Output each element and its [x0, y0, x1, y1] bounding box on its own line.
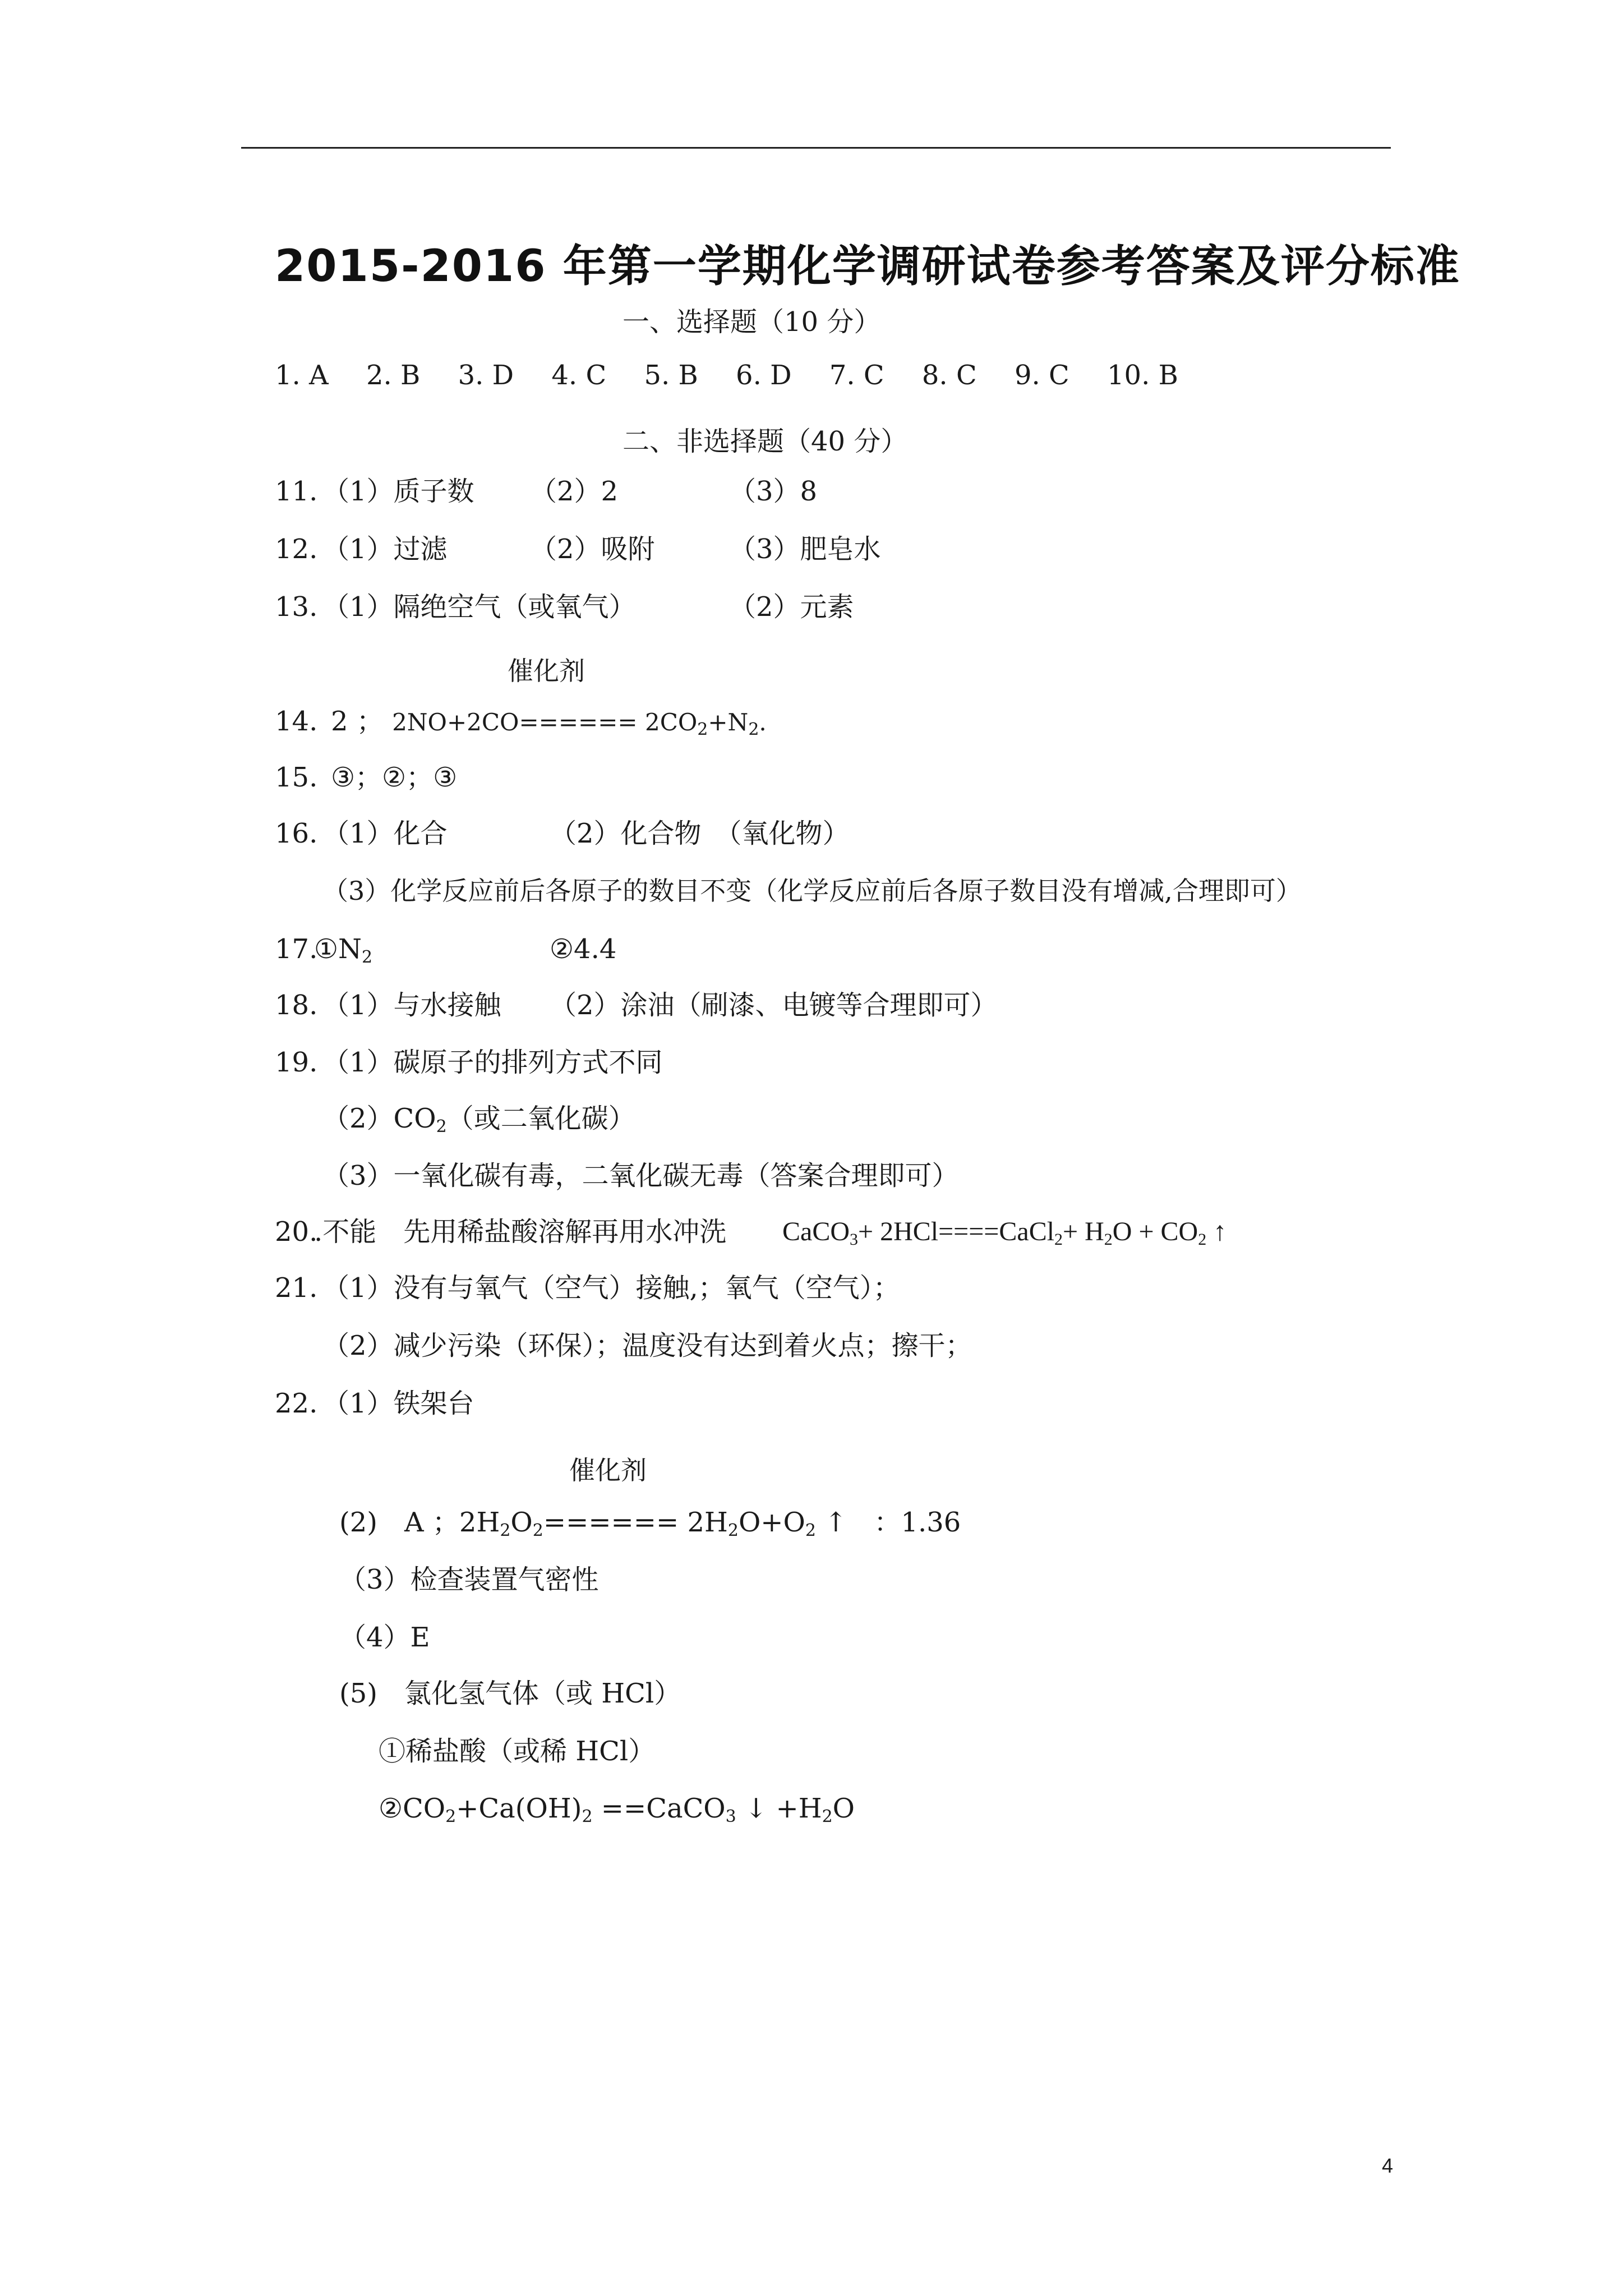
q14-number: 14. — [275, 706, 318, 737]
q22-part: O+O — [738, 1507, 805, 1538]
q15-answer: ③；②；③ — [331, 762, 458, 793]
q18-answer1: （1）与水接触 — [322, 990, 501, 1021]
mc-answers — [275, 362, 1207, 389]
q16-answer2: （2）化合物 （氧化物） — [550, 818, 850, 849]
q13-answer2: （2）元素 — [729, 591, 854, 623]
q20-answer: .不能 先用稀盐酸溶解再用水冲洗 — [314, 1216, 727, 1248]
q21-number: 21. — [275, 1272, 318, 1304]
q22-part: +Ca(OH) — [456, 1793, 582, 1824]
q15-number: 15. — [275, 762, 318, 793]
q12-answer3: （3）肥皂水 — [729, 533, 881, 565]
q14-eq-left: 2NO+2CO====== — [392, 708, 638, 736]
q22-part: (2) A ；2H — [339, 1507, 500, 1538]
q22-part: O — [832, 1793, 855, 1824]
q19-a2-pre: （2）CO — [322, 1103, 436, 1134]
q20-sub: 2 — [1198, 1230, 1207, 1249]
q22-answer5-1: ①稀盐酸（或稀 HCl） — [379, 1736, 656, 1767]
q22-answer5-2 — [379, 1795, 855, 1825]
q11-answer1: （1）质子数 — [322, 476, 474, 507]
q22-sub: 2 — [532, 1521, 543, 1540]
q11-number: 11. — [275, 476, 318, 507]
q20-eq-part: O + CO — [1112, 1217, 1198, 1246]
q22-answer1: （1）铁架台 — [322, 1388, 474, 1419]
q22-sub: 2 — [500, 1521, 511, 1540]
q17-answer2: ②4.4 — [550, 933, 617, 965]
q11-answer3: （3）8 — [729, 476, 818, 507]
mc-answer: 1. A — [275, 360, 329, 391]
q17-sub: 2 — [362, 947, 373, 967]
q22-number: 22. — [275, 1388, 318, 1419]
q22-sub: 3 — [725, 1807, 736, 1826]
top-rule — [241, 147, 1391, 149]
q20-eq-part: + 2HCl====CaCl — [858, 1217, 1055, 1246]
q16-answer3: （3）化学反应前后各原子的数目不变（化学反应前后各原子数目没有增减,合理即可） — [322, 876, 1302, 906]
q21-answer1: （1）没有与氧气（空气）接触,；氧气（空气）； — [322, 1272, 900, 1304]
catalyst-label-2: 催化剂 — [569, 1455, 647, 1485]
q22-sub: 2 — [805, 1521, 816, 1540]
q11-row — [275, 478, 317, 505]
q21-answer2: （2）减少污染（环保）；温度没有达到着火点；擦干； — [322, 1330, 972, 1361]
page-number: 4 — [1381, 2154, 1393, 2177]
q22-sub: 2 — [822, 1807, 833, 1826]
q19-sub: 2 — [436, 1117, 447, 1137]
q19-answer2 — [322, 1105, 635, 1135]
q20-sub: 2 — [1104, 1230, 1113, 1249]
mc-answer: 4. C — [551, 360, 607, 391]
q12-number: 12. — [275, 533, 318, 565]
q20-eq-part: CaCO — [782, 1217, 850, 1246]
q19-number: 19. — [275, 1047, 318, 1078]
page-title: 2015-2016 年第一学期化学调研试卷参考答案及评分标准 — [275, 241, 1460, 292]
q22-part: O — [510, 1507, 533, 1538]
q14-eq-right: 2CO — [637, 708, 698, 736]
q18-number: 18. — [275, 990, 318, 1021]
mc-answer: 5. B — [644, 360, 698, 391]
q13-answer1: （1）隔绝空气（或氧气） — [322, 591, 636, 623]
mc-answer: 10. B — [1106, 360, 1178, 391]
mc-answer: 2. B — [366, 360, 421, 391]
mc-answer: 9. C — [1014, 360, 1069, 391]
q14-tail: . — [759, 708, 767, 736]
q20-sub: 3 — [850, 1230, 858, 1249]
mc-answer: 8. C — [921, 360, 977, 391]
section1-heading: 一、选择题（10 分） — [623, 306, 881, 338]
q22-answer2 — [339, 1509, 961, 1539]
q19-answer3: （3）一氧化碳有毒，二氧化碳无毒（答案合理即可） — [322, 1160, 959, 1191]
mc-answer: 6. D — [736, 360, 792, 391]
q22-part: ②CO — [379, 1793, 446, 1824]
q16-number: 16. — [275, 818, 318, 849]
q22-sub: 2 — [445, 1807, 457, 1826]
q19-a2-post: （或二氧化碳） — [446, 1103, 635, 1134]
q22-answer4: （4）E — [339, 1622, 430, 1653]
q14-answer1: 2 ； — [331, 706, 384, 737]
q17-number: 17. — [275, 933, 318, 965]
q22-part: ↑ ：1.36 — [815, 1507, 961, 1538]
q12-answer2: （2）吸附 — [530, 533, 655, 565]
q19-answer1: （1）碳原子的排列方式不同 — [322, 1047, 663, 1078]
q14-equation — [392, 708, 767, 739]
q11-answer2: （2）2 — [530, 476, 619, 507]
q14-row — [331, 708, 767, 738]
q20-eq-part: + H — [1063, 1217, 1104, 1246]
mc-answer: 7. C — [829, 360, 884, 391]
q20-eq-part: ↑ — [1206, 1217, 1227, 1246]
q22-answer3: （3）检查装置气密性 — [339, 1564, 599, 1595]
q20-number: 20. — [275, 1216, 318, 1248]
q13-number: 13. — [275, 591, 318, 623]
q22-part: ====== 2H — [543, 1507, 728, 1538]
q22-part: ==CaCO — [592, 1793, 726, 1824]
q17-answer1 — [314, 933, 373, 967]
q14-eq-end: +N — [708, 708, 749, 736]
q16-answer1: （1）化合 — [322, 818, 448, 849]
q20-sub: 2 — [1054, 1230, 1063, 1249]
q22-sub: 2 — [582, 1807, 593, 1826]
mc-answer: 3. D — [458, 360, 514, 391]
q14-sub: 2 — [697, 720, 708, 739]
q17-formula: ①N — [314, 933, 362, 965]
q12-answer1: （1）过滤 — [322, 533, 448, 565]
section2-heading: 二、非选择题（40 分） — [623, 426, 908, 457]
q18-answer2: （2）涂油（刷漆、电镀等合理即可） — [550, 990, 998, 1021]
q22-sub: 2 — [727, 1521, 739, 1540]
catalyst-label: 催化剂 — [508, 656, 585, 686]
q20-equation — [782, 1218, 1227, 1248]
q22-answer5: (5) 氯化氢气体（或 HCl） — [339, 1678, 681, 1709]
q14-sub: 2 — [748, 720, 759, 739]
q22-part: ↓ +H — [736, 1793, 822, 1824]
